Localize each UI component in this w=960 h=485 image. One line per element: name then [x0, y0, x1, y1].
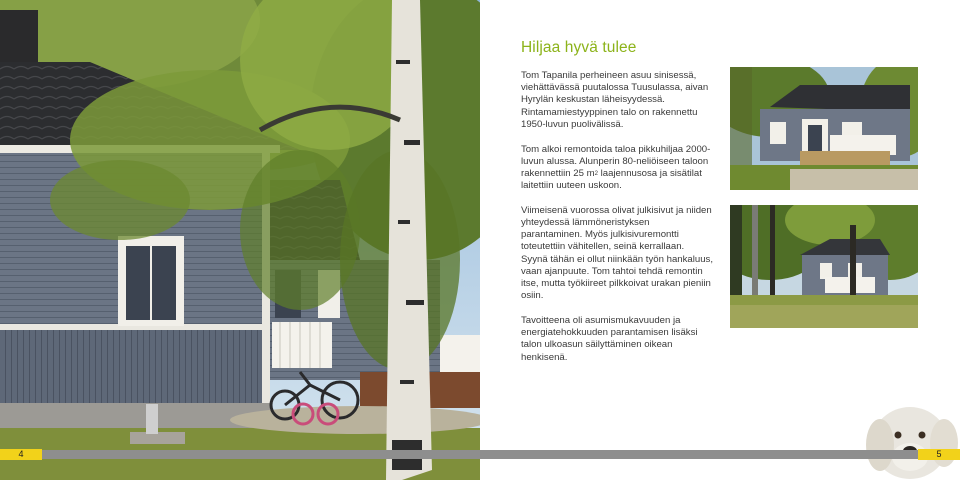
main-house-photo	[0, 0, 480, 480]
paragraph-renovation	[521, 144, 713, 193]
house-front-photo	[730, 67, 918, 190]
footer-bar	[0, 450, 960, 459]
superscript-two: 2	[594, 170, 598, 177]
house-illustration	[0, 0, 480, 480]
dog-photo	[858, 395, 960, 480]
page-number-left: 4	[0, 449, 42, 460]
page-number-right: 5	[918, 449, 960, 460]
paragraph-facade: Viimeisenä vuorossa olivat julkisivut ja niiden yhteydessä lämmöneristyksen parantaminen. Myös julkisivuremontti toteutettiin vähitellen, seinä kerrallaan. Syynä tähän ei ollut niinkään työn hankaluus, vaan ajanpuute. Tom tahtoi tehdä remontin itse, mutta työkiireet pilkkoivat urakan pieniin osiin.	[521, 204, 714, 302]
paragraph-intro: Tom Tapanila perheineen asuu sinisessä, viehättävässä puutalossa Tuusulassa, aivan Hyrylän keskustan läheisyydessä. Rintamamiestyyppinen talo on rakennettu 1950-luvun puolivälissä.	[521, 70, 709, 130]
article-headline: Hiljaa hyvä tulee	[521, 39, 637, 56]
article-body	[521, 70, 713, 376]
paragraph-renovation-text-a: Tom alkoi remontoida taloa pikkuhiljaa 2000-luvun alussa. Alunperin 80-neliöiseen taloon rakennettiin 25 m	[521, 143, 711, 179]
house-garden-photo	[730, 205, 918, 328]
paragraph-goal: Tavoitteena oli asumismukavuuden ja energiatehokkuuden parantamisen lisäksi talon ulkoasun säilyttäminen oikean henkisenä.	[521, 314, 698, 363]
right-page	[480, 0, 960, 480]
paragraph-renovation-text-b: laajennusosa ja sisätilat laitettiin uuteen uskoon.	[521, 167, 702, 192]
